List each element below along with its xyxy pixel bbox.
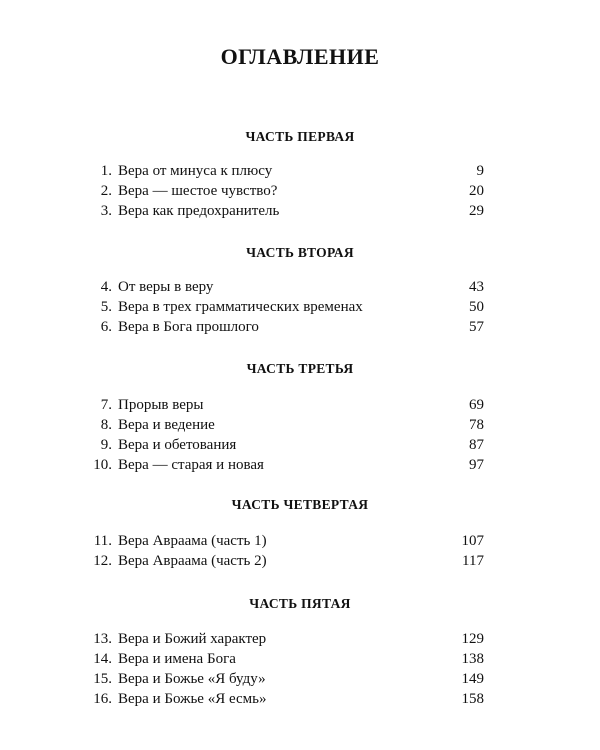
- entry-title: Вера и обетования: [118, 437, 237, 453]
- entry-title: От веры в веру: [118, 279, 214, 295]
- toc-entry: [0, 551, 600, 571]
- entry-title: Вера Авраама (часть 1): [118, 533, 267, 549]
- entry-title: Вера — старая и новая: [118, 457, 264, 473]
- toc-entry: [0, 317, 600, 337]
- entry-number: 10.: [93, 457, 112, 473]
- toc-entry: [0, 629, 600, 649]
- entry-number: 4.: [100, 279, 112, 295]
- toc-entry: [0, 455, 600, 475]
- entry-page: 9: [476, 163, 484, 179]
- entry-title: Вера и ведение: [118, 417, 215, 433]
- entry-page: 158: [461, 691, 484, 707]
- toc-entry: [0, 435, 600, 455]
- toc-entry: [0, 531, 600, 551]
- part-heading-3: ЧАСТЬ ТРЕТЬЯ: [246, 361, 354, 376]
- entry-title: Вера — шестое чувство?: [118, 183, 278, 199]
- entry-page: 97: [469, 457, 484, 473]
- entry-page: 149: [461, 671, 484, 687]
- entry-number: 12.: [93, 553, 112, 569]
- toc-entry: [0, 277, 600, 297]
- entry-page: 20: [469, 183, 484, 199]
- toc-entry: [0, 395, 600, 415]
- entry-page: 57: [469, 319, 484, 335]
- entry-title: Вера в Бога прошлого: [118, 319, 259, 335]
- entry-number: 11.: [93, 533, 112, 549]
- entry-title: Вера Авраама (часть 2): [118, 553, 267, 569]
- toc-entry: [0, 689, 600, 709]
- part-heading-5: ЧАСТЬ ПЯТАЯ: [249, 596, 351, 611]
- entry-number: 8.: [100, 417, 112, 433]
- entry-number: 16.: [93, 691, 112, 707]
- entry-title: Вера в трех грамматических временах: [118, 299, 363, 315]
- part-heading-1: ЧАСТЬ ПЕРВАЯ: [245, 129, 355, 144]
- toc-entry: [0, 649, 600, 669]
- entry-title: Вера как предохранитель: [118, 203, 280, 219]
- entry-page: 50: [469, 299, 484, 315]
- entry-page: 69: [469, 397, 484, 413]
- toc-entry: [0, 297, 600, 317]
- entry-page: 117: [462, 553, 484, 569]
- part-heading-2: ЧАСТЬ ВТОРАЯ: [246, 245, 354, 260]
- entry-number: 9.: [100, 437, 112, 453]
- entry-page: 138: [461, 651, 484, 667]
- entry-number: 13.: [93, 631, 112, 647]
- toc-entry: [0, 669, 600, 689]
- toc-entry: [0, 415, 600, 435]
- entry-page: 78: [469, 417, 484, 433]
- entry-number: 2.: [100, 183, 112, 199]
- entry-page: 29: [469, 203, 484, 219]
- entry-title: Вера и Божье «Я есмь»: [118, 691, 267, 707]
- entry-number: 1.: [100, 163, 112, 179]
- entry-number: 5.: [100, 299, 112, 315]
- entry-number: 7.: [100, 397, 112, 413]
- entry-page: 107: [461, 533, 484, 549]
- entry-title: Вера от минуса к плюсу: [118, 163, 273, 179]
- entry-number: 14.: [93, 651, 112, 667]
- entry-title: Вера и Божий характер: [118, 631, 267, 647]
- part-heading-4: ЧАСТЬ ЧЕТВЕРТАЯ: [231, 497, 369, 512]
- entry-page: 129: [461, 631, 484, 647]
- entry-page: 87: [469, 437, 484, 453]
- entry-title: Вера и имена Бога: [118, 651, 236, 667]
- entry-number: 3.: [100, 203, 112, 219]
- entry-number: 6.: [100, 319, 112, 335]
- toc-entry: [0, 181, 600, 201]
- page-title: ОГЛАВЛЕНИЕ: [220, 44, 380, 69]
- toc-entry: [0, 201, 600, 221]
- toc-entry: [0, 161, 600, 181]
- entry-title: Прорыв веры: [118, 397, 204, 413]
- entry-title: Вера и Божье «Я буду»: [118, 671, 266, 687]
- entry-page: 43: [469, 279, 484, 295]
- entry-number: 15.: [93, 671, 112, 687]
